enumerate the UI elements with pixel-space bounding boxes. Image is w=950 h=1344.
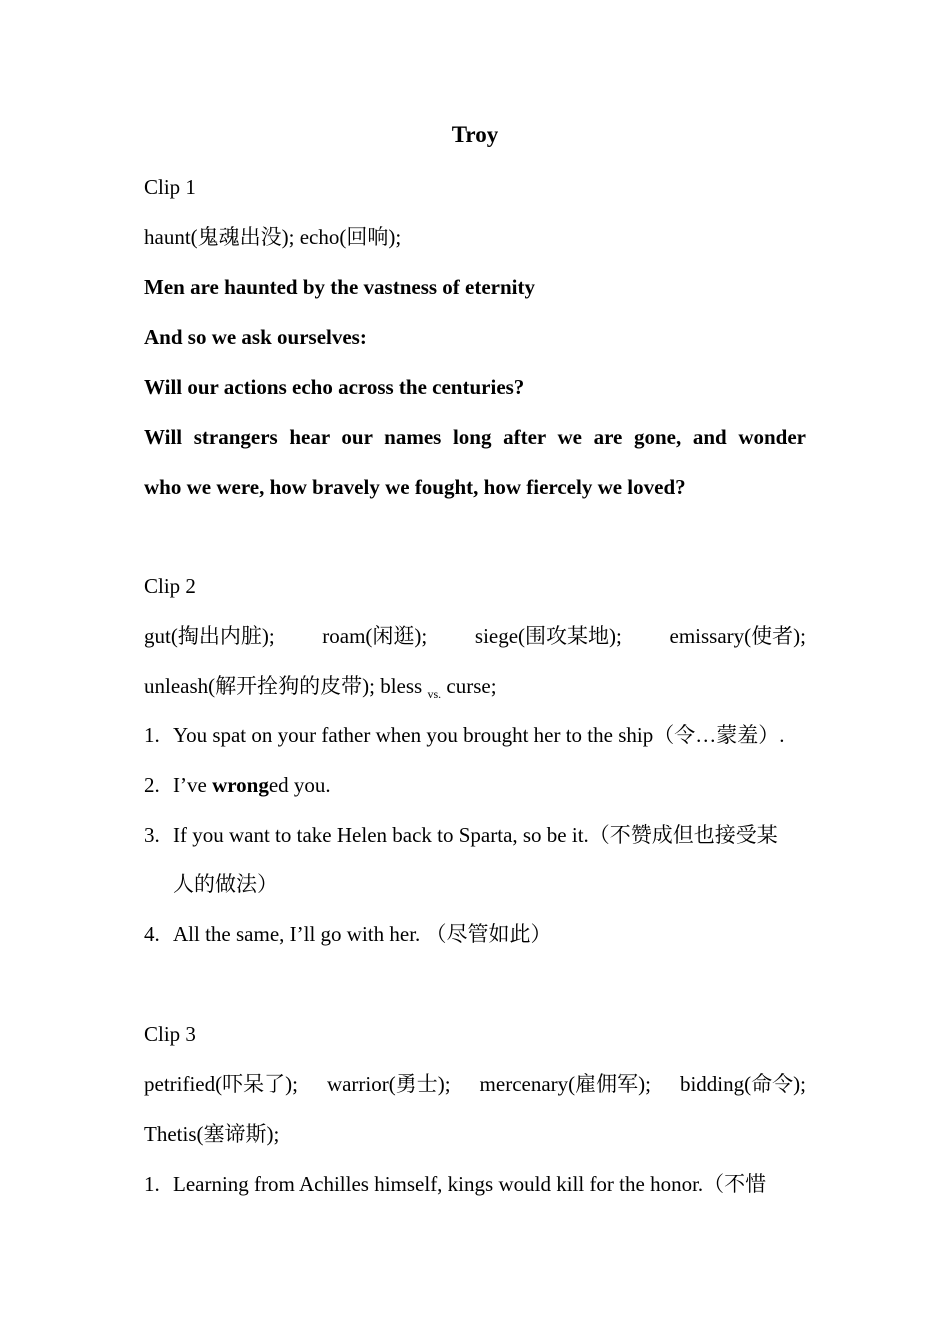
clip2-vocab-line-1 bbox=[144, 623, 806, 649]
vocab-text: unleash(解开拴狗的皮带); bless bbox=[144, 674, 428, 698]
item-text: I’ve bbox=[173, 773, 213, 797]
clip1-quote-line-4: Will strangers hear our names long after we are gone, and wonder bbox=[144, 425, 806, 449]
clip1-quote-line-5: who we were, how bravely we fought, how fiercely we loved? bbox=[144, 475, 686, 499]
vocab-term: mercenary(雇佣军); bbox=[479, 1072, 651, 1096]
clip2-heading: Clip 2 bbox=[144, 574, 196, 598]
item-number: 1. bbox=[144, 1172, 160, 1196]
vocab-term: siege(围攻某地); bbox=[474, 624, 622, 648]
item-bold-word: wrong bbox=[212, 773, 269, 797]
clip3-item-1 bbox=[144, 1171, 766, 1197]
clip1-quote-line-3: Will our actions echo across the centuries? bbox=[144, 375, 525, 399]
clip1-quote-line-1: Men are haunted by the vastness of eternity bbox=[144, 275, 536, 299]
vocab-term: roam(闲逛); bbox=[322, 624, 428, 648]
document-title: Troy bbox=[451, 122, 499, 147]
clip1-heading: Clip 1 bbox=[144, 175, 196, 199]
item-number: 3. bbox=[144, 823, 160, 847]
clip3-vocab-line-1 bbox=[144, 1071, 806, 1097]
item-text: If you want to take Helen back to Sparta, so be it.（不赞成但也接受某 bbox=[173, 823, 778, 847]
clip2-item-3-continued: 人的做法） bbox=[173, 872, 278, 896]
vs-label: vs. bbox=[427, 687, 442, 701]
clip3-heading: Clip 3 bbox=[144, 1022, 196, 1046]
vocab-text: curse; bbox=[441, 674, 497, 698]
item-text: All the same, I’ll go with her. （尽管如此） bbox=[173, 922, 552, 946]
clip2-vocab-line-2 bbox=[144, 673, 497, 707]
item-text: Learning from Achilles himself, kings would kill for the honor.（不惜 bbox=[173, 1172, 767, 1196]
vocab-term: bidding(命令); bbox=[679, 1072, 806, 1096]
clip1-quote-line-2: And so we ask ourselves: bbox=[144, 325, 367, 349]
clip1-vocab: haunt(鬼魂出没); echo(回响); bbox=[144, 225, 402, 249]
item-number: 4. bbox=[144, 922, 160, 946]
vocab-term: petrified(吓呆了); bbox=[144, 1072, 298, 1096]
clip2-item-2 bbox=[144, 772, 331, 798]
clip3-vocab-line-2: Thetis(塞谛斯); bbox=[144, 1122, 280, 1146]
vocab-term: warrior(勇士); bbox=[326, 1072, 451, 1096]
clip2-item-4 bbox=[144, 921, 552, 947]
clip2-item-1 bbox=[144, 722, 784, 748]
item-text: You spat on your father when you brought her to the ship（令…蒙羞）. bbox=[173, 723, 785, 747]
item-text: ed you. bbox=[268, 773, 331, 797]
item-number: 1. bbox=[144, 723, 160, 747]
clip2-item-3 bbox=[144, 822, 778, 848]
item-number: 2. bbox=[144, 773, 160, 797]
vocab-term: emissary(使者); bbox=[669, 624, 806, 648]
vocab-term: gut(掏出内脏); bbox=[144, 624, 275, 648]
